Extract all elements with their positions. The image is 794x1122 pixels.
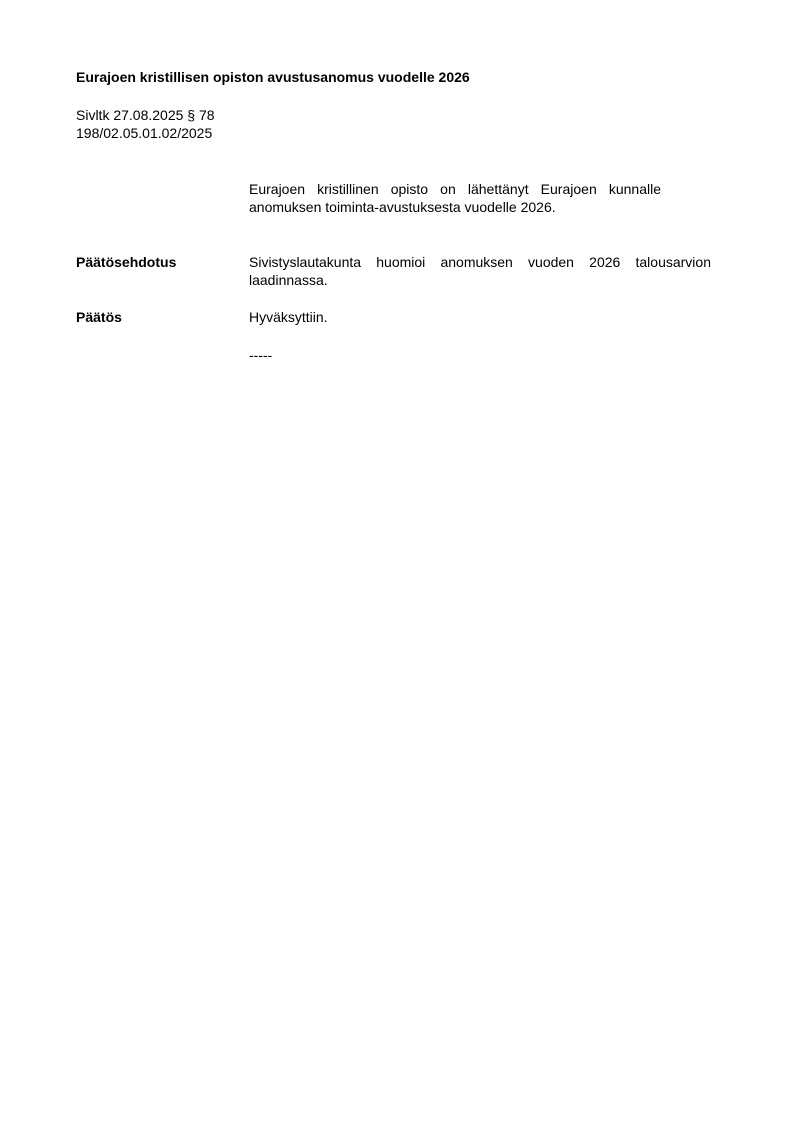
meeting-reference: Sivltk 27.08.2025 § 78	[76, 107, 215, 123]
proposal-label: Päätösehdotus	[76, 254, 177, 270]
document-title: Eurajoen kristillisen opiston avustusanomus vuodelle 2026	[76, 69, 470, 85]
proposal-text: Sivistyslautakunta huomioi anomuksen vuoden 2026 talousarvion laadinnassa.	[249, 254, 711, 288]
section-separator: -----	[249, 347, 273, 363]
case-number: 198/02.05.01.02/2025	[76, 125, 213, 141]
decision-label: Päätös	[76, 309, 122, 325]
decision-text: Hyväksyttiin.	[249, 309, 328, 325]
reference-block	[76, 106, 215, 142]
intro-paragraph: Eurajoen kristillinen opisto on lähettänyt Eurajoen kunnalle anomuksen toiminta-avustuksesta vuodelle 2026.	[249, 181, 661, 215]
